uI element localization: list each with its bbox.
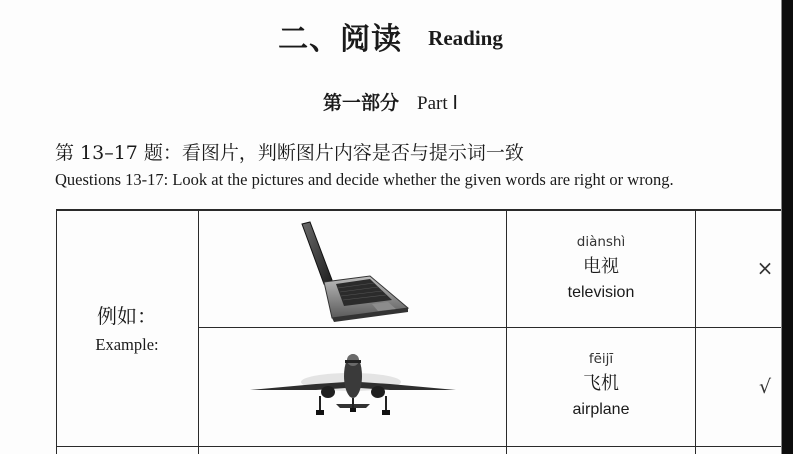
table-col-divider-3 bbox=[695, 209, 696, 454]
part-heading-en: Part Ⅰ bbox=[417, 93, 458, 114]
hanzi-text: 飞机 bbox=[583, 373, 619, 394]
section-title-en: Reading bbox=[428, 26, 503, 50]
example-label-zh: 例如： bbox=[97, 304, 157, 328]
hanzi-text: 电视 bbox=[583, 256, 619, 277]
pinyin-text: fēijī bbox=[588, 351, 614, 367]
instructions-en: Questions 13-17: Look at the pictures and decide whether the given words are right or wrong. bbox=[55, 170, 674, 189]
english-text: television bbox=[567, 284, 635, 301]
table-bottom-border bbox=[56, 446, 781, 447]
page-edge-border bbox=[781, 0, 793, 454]
part-heading-zh: 第一部分 bbox=[323, 92, 400, 114]
section-title-zh: 二、阅读 bbox=[278, 22, 403, 57]
example-label bbox=[56, 300, 198, 355]
right-mark-icon: √ bbox=[758, 376, 772, 398]
airplane-image bbox=[246, 352, 460, 424]
pinyin-text: diànshì bbox=[576, 234, 626, 250]
table-row-divider bbox=[198, 327, 781, 328]
wrong-mark-icon: × bbox=[756, 256, 774, 280]
table-top-border bbox=[56, 209, 781, 211]
word-cell-row-2 bbox=[507, 351, 695, 419]
laptop-image bbox=[292, 220, 414, 322]
english-text: airplane bbox=[572, 401, 630, 418]
word-cell-row-1 bbox=[507, 234, 695, 302]
example-label-en: Example: bbox=[95, 335, 159, 354]
instructions-zh: 第 13–17 题：看图片，判断图片内容是否与提示词一致 bbox=[55, 142, 524, 164]
table-col-divider-1 bbox=[198, 209, 199, 454]
